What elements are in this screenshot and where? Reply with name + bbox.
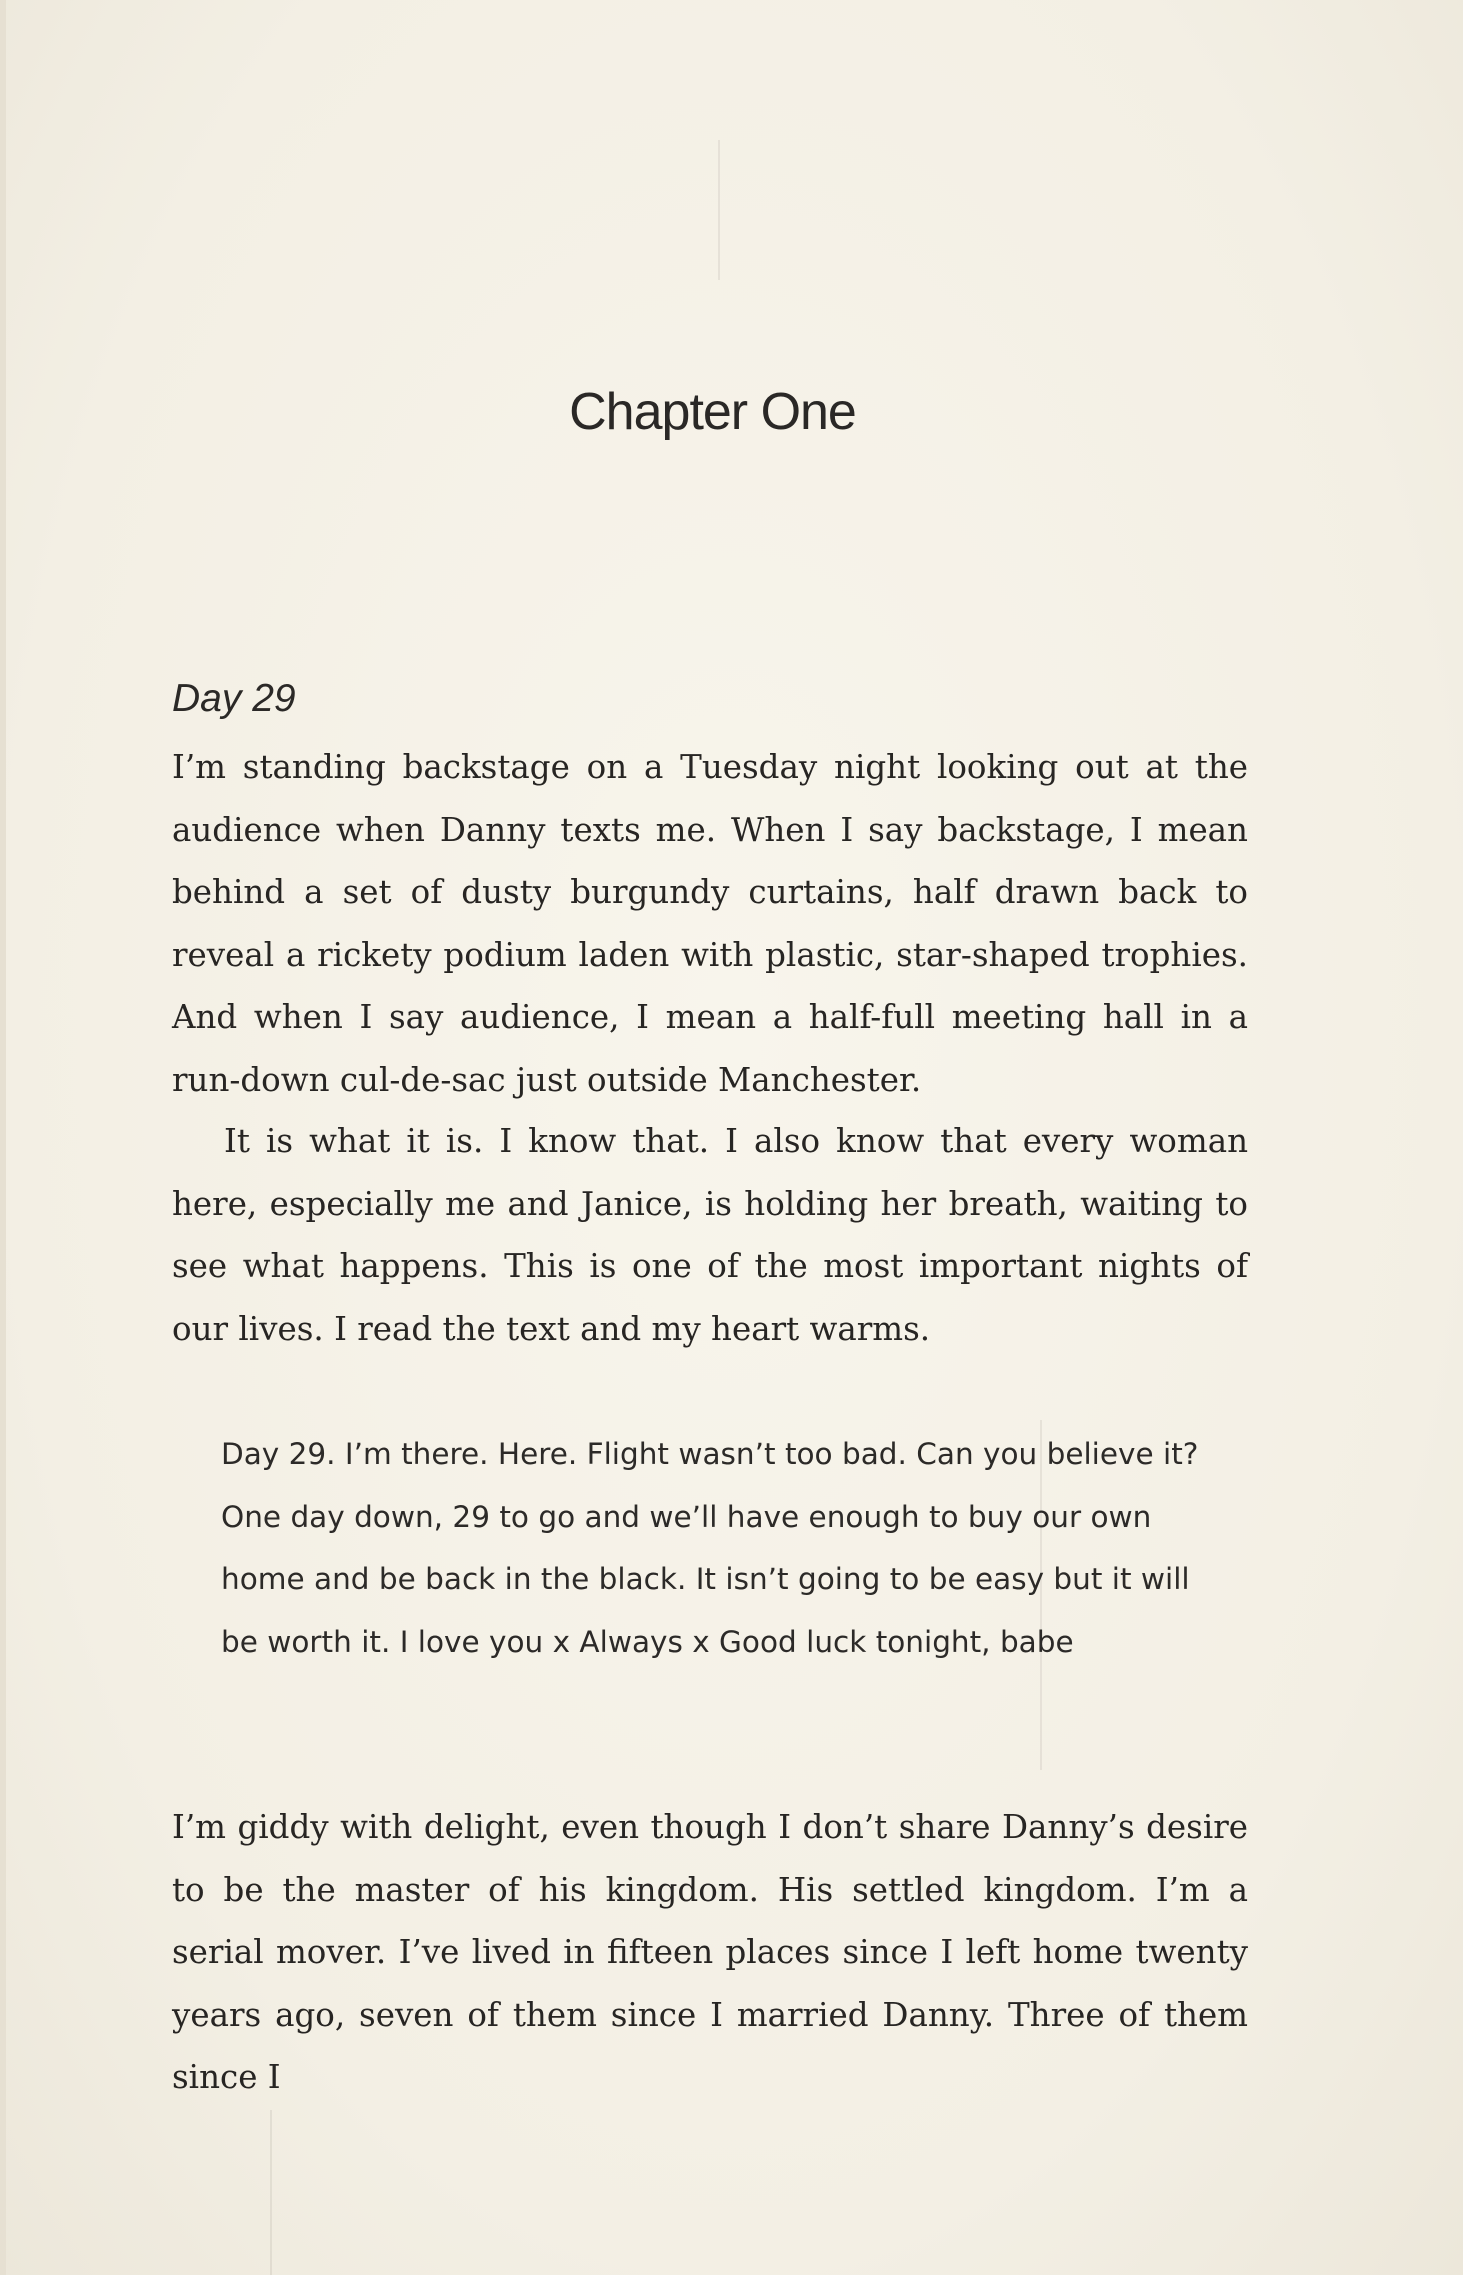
body-paragraph: I’m giddy with delight, even though I don’t share Danny’s desire to be the master of his kingdom. His settled kingdom. I’m a serial mover. I’ve lived in fifteen places since I left home twenty years ago, seven of them since I married Danny. Three of them since I bbox=[172, 1808, 1248, 2096]
show-through-mark bbox=[270, 2110, 272, 2275]
body-paragraph: It is what it is. I know that. I also know that every woman here, especially me and Janice, is holding her breath, waiting to see what happens. This is one of the most important nights of our lives. I read the text and my heart warms. bbox=[172, 1122, 1248, 1348]
page-edge bbox=[0, 0, 6, 2275]
chapter-title: Chapter One bbox=[569, 383, 856, 441]
day-heading: Day 29 bbox=[172, 677, 296, 720]
text-message-block: Day 29. I’m there. Here. Flight wasn’t too bad. Can you believe it? One day down, 29 to go and we’ll have enough to buy our own home and be back in the black. It isn’t going to be easy but it will be worth it. I love you x Always x Good luck tonight, babe bbox=[221, 1437, 1199, 1659]
show-through-mark bbox=[718, 140, 720, 280]
body-paragraph: I’m standing backstage on a Tuesday night looking out at the audience when Danny texts me. When I say backstage, I mean behind a set of dusty burgundy curtains, half drawn back to reveal a rickety podium laden with plastic, star-shaped trophies. And when I say audience, I mean a half-full meeting hall in a run-down cul-de-sac just outside Manchester. bbox=[172, 748, 1248, 1099]
